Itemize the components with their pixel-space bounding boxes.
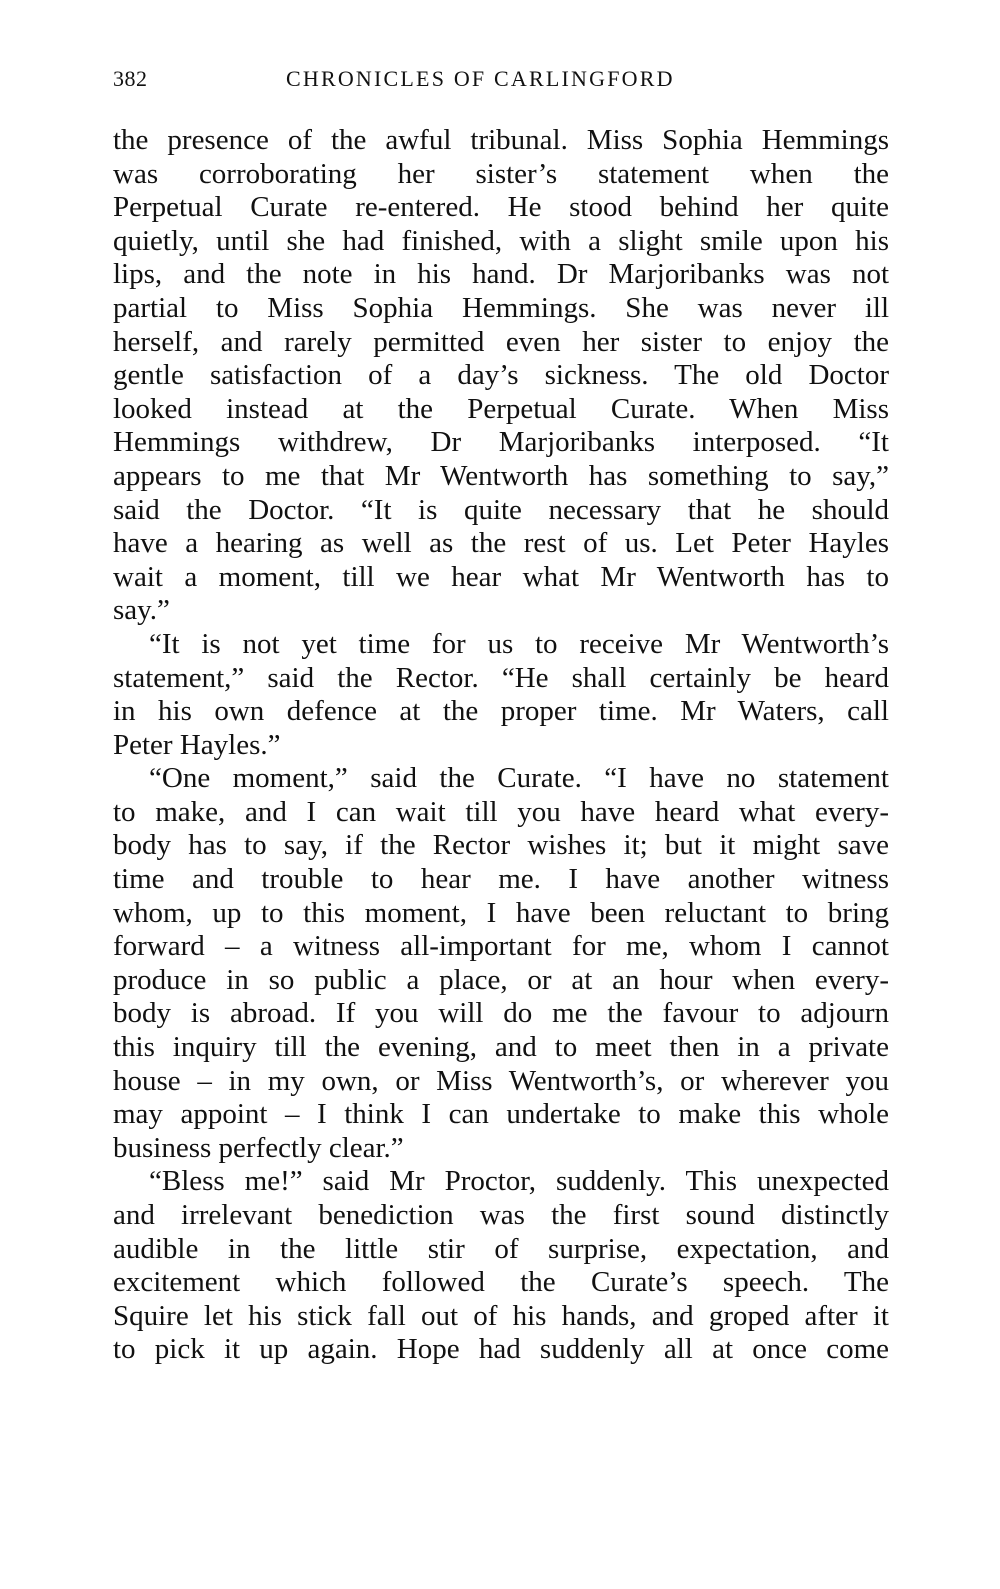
text-line: Hemmings withdrew, Dr Marjoribanks interposed. “It	[113, 426, 889, 459]
text-line: to make, and I can wait till you have heard what every-	[113, 795, 889, 828]
text-line: have a hearing as well as the rest of us. Let Peter Hayles	[113, 527, 889, 560]
text-line: “It is not yet time for us to receive Mr Wentworth’s	[149, 627, 889, 660]
body-text	[113, 124, 889, 1367]
text-line: “Bless me!” said Mr Proctor, suddenly. This unexpected	[149, 1165, 889, 1198]
text-line: lips, and the note in his hand. Dr Marjoribanks was not	[113, 258, 889, 291]
text-line: business perfectly clear.”	[113, 1131, 404, 1164]
text-line: partial to Miss Sophia Hemmings. She was never ill	[113, 291, 889, 324]
text-line: house – in my own, or Miss Wentworth’s, or wherever you	[113, 1064, 889, 1097]
text-line: and irrelevant benediction was the first sound distinctly	[113, 1199, 889, 1231]
text-line: Squire let his stick fall out of his hands, and groped after it	[113, 1299, 889, 1332]
text-line: was corroborating her sister’s statement when the	[113, 157, 889, 190]
text-line: “One moment,” said the Curate. “I have no statement	[149, 762, 889, 795]
text-line: time and trouble to hear me. I have another witness	[113, 863, 889, 896]
text-line: body has to say, if the Rector wishes it; but it might save	[113, 829, 889, 862]
text-line: Perpetual Curate re-entered. He stood behind her quite	[113, 191, 889, 224]
text-line: whom, up to this moment, I have been reluctant to bring	[113, 896, 889, 929]
text-line: produce in so public a place, or at an hour when every-	[113, 963, 889, 996]
text-line: forward – a witness all-important for me, whom I cannot	[113, 930, 889, 963]
text-line: wait a moment, till we hear what Mr Wentworth has to	[113, 560, 889, 593]
text-line: to pick it up again. Hope had suddenly all at once come	[113, 1333, 889, 1366]
text-line: Peter Hayles.”	[113, 728, 281, 761]
text-line: the presence of the awful tribunal. Miss Sophia Hemmings	[113, 124, 889, 156]
page-number: 382	[113, 66, 148, 91]
text-line: herself, and rarely permitted even her sister to enjoy the	[113, 325, 889, 358]
text-line: body is abroad. If you will do me the favour to adjourn	[113, 997, 889, 1030]
text-line: statement,” said the Rector. “He shall certainly be heard	[113, 661, 889, 694]
text-line: gentle satisfaction of a day’s sickness. The old Doctor	[113, 359, 889, 392]
running-head	[113, 66, 889, 96]
text-line: appears to me that Mr Wentworth has something to say,”	[113, 459, 889, 492]
text-line: audible in the little stir of surprise, expectation, and	[113, 1232, 889, 1265]
text-line: say.”	[113, 594, 170, 627]
text-line: in his own defence at the proper time. Mr Waters, call	[113, 695, 889, 728]
text-line: said the Doctor. “It is quite necessary that he should	[113, 493, 889, 526]
text-line: excitement which followed the Curate’s speech. The	[113, 1266, 889, 1299]
running-title: CHRONICLES OF CARLINGFORD	[286, 66, 675, 91]
text-line: this inquiry till the evening, and to meet then in a private	[113, 1031, 889, 1064]
text-line: quietly, until she had finished, with a slight smile upon his	[113, 224, 889, 257]
text-line: may appoint – I think I can undertake to make this whole	[113, 1098, 889, 1131]
text-line: looked instead at the Perpetual Curate. When Miss	[113, 392, 889, 425]
